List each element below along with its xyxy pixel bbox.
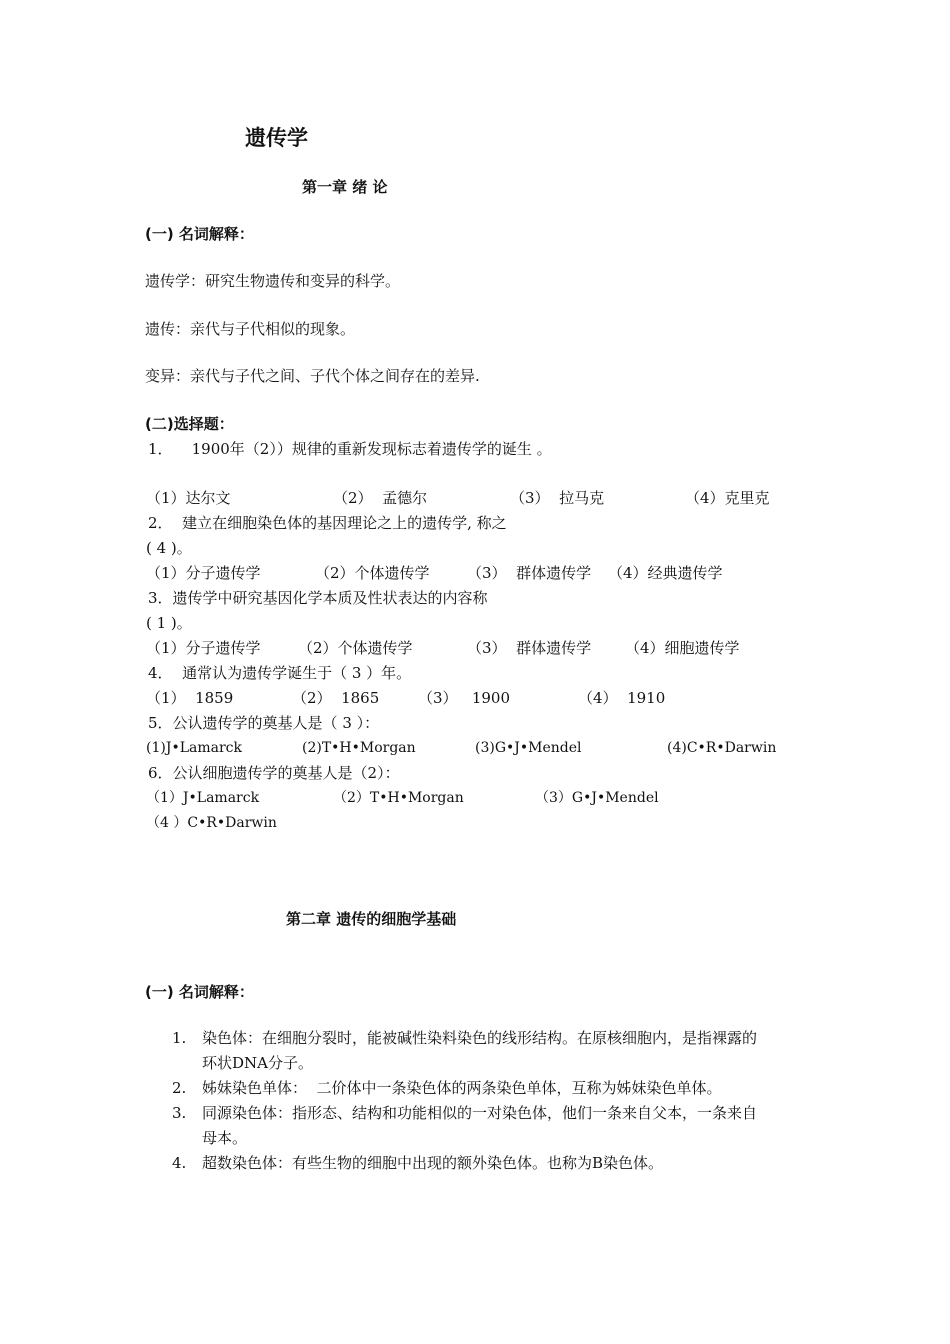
list-number: 3. [172,1104,187,1122]
list-item-text: 姊妹染色单体： 二价体中一条染色体的两条染色单体，互称为姊妹染色单体。 [202,1079,722,1097]
question-option: (3)G•J•Mendel [475,740,582,756]
question-option: （4）克里克 [685,489,770,507]
document-title: 遗传学 [245,126,308,150]
question-answer: ( 1 )。 [146,614,192,632]
question-option: （3） 群体遗传学 [467,639,592,657]
question-option: （2）T•H•Morgan [333,790,464,806]
question-option: （2）个体遗传学 [298,639,413,657]
term-definition: 遗传：亲代与子代相似的现象。 [145,320,356,338]
question-option: (4)C•R•Darwin [667,740,777,756]
question-text: 5．公认遗传学的奠基人是（ 3 ）： [148,714,380,732]
question-option: (2)T•H•Morgan [302,740,416,756]
chapter1-terms-heading: (一) 名词解释： [145,225,254,243]
question-option: （4 ）C•R•Darwin [146,815,277,831]
question-option: （3） 群体遗传学 [467,564,592,582]
list-number: 1. [172,1029,187,1047]
list-number: 4. [172,1154,187,1172]
list-item-text: 环状DNA分子。 [202,1054,313,1072]
question-option: （3） 拉马克 [510,489,605,507]
question-answer: ( 4 )。 [146,539,192,557]
term-definition: 遗传学：研究生物遗传和变异的科学。 [145,272,401,290]
list-item-text: 母本。 [202,1129,248,1147]
question-option: （1） 1859 [146,689,234,707]
question-option: （3） 1900 [418,689,511,707]
question-option: （3）G•J•Mendel [535,790,659,806]
question-option: （1）J•Lamarck [146,790,260,806]
question-text: 4． 通常认为遗传学诞生于（ 3 ）年。 [148,664,412,682]
term-definition: 变异：亲代与子代之间、子代个体之间存在的差异. [145,367,480,385]
question-text: 2． 建立在细胞染色体的基因理论之上的遗传学, 称之 [148,514,507,532]
chapter1-heading: 第一章 绪 论 [302,178,388,196]
list-item-text: 同源染色体：指形态、结构和功能相似的一对染色体，他们一条来自父本，一条来自 [202,1104,758,1122]
question-option: (1)J•Lamarck [146,740,242,756]
question-option: （4）细胞遗传学 [625,639,740,657]
question-option: （4） 1910 [578,689,666,707]
question-option: （1）达尔文 [146,489,231,507]
list-item-text: 超数染色体：有些生物的细胞中出现的额外染色体。也称为B染色体。 [202,1154,664,1172]
question-option: （1）分子遗传学 [146,639,261,657]
question-option: （2） 孟德尔 [333,489,428,507]
chapter2-terms-heading: (一) 名词解释： [145,983,254,1001]
question-option: （2） 1865 [292,689,380,707]
list-number: 2. [172,1079,187,1097]
question-text: 3．遗传学中研究基因化学本质及性状表达的内容称 [148,589,488,607]
chapter2-heading: 第二章 遗传的细胞学基础 [286,910,457,928]
question-option: （4）经典遗传学 [608,564,723,582]
question-option: （2）个体遗传学 [315,564,430,582]
question-text: 1． 1900年（2））规律的重新发现标志着遗传学的诞生 。 [148,440,552,458]
list-item-text: 染色体：在细胞分裂时，能被碱性染料染色的线形结构。在原核细胞内，是指裸露的 [202,1029,758,1047]
question-text: 6．公认细胞遗传学的奠基人是（2）： [148,764,400,782]
chapter1-choice-heading: (二)选择题： [145,415,234,433]
question-option: （1）分子遗传学 [146,564,261,582]
